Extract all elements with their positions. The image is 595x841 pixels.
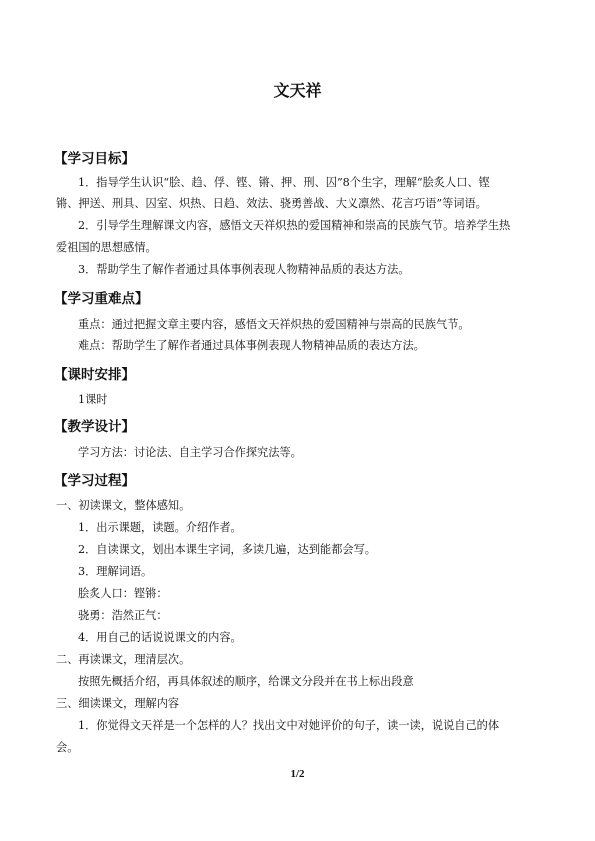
- process-line: 3．理解词语。: [78, 565, 153, 578]
- section-heading-keypoints: 【学习重难点】: [54, 291, 149, 307]
- goals-line: 锵、押送、刑具、囚室、炽热、日趋、效法、骁勇善战、大义凛然、花言巧语”等词语。: [56, 197, 487, 210]
- process-line: 骁勇：浩然正气：: [78, 609, 168, 622]
- document-title: 文天祥: [273, 81, 322, 100]
- section-heading-design: 【教学设计】: [54, 419, 135, 435]
- section-heading-schedule: 【课时安排】: [54, 367, 135, 383]
- process-line: 二、再读课文，理清层次。: [56, 653, 191, 666]
- section-heading-goals: 【学习目标】: [54, 151, 135, 167]
- goals-line: 爱祖国的思想感情。: [56, 241, 157, 254]
- process-line: 会。: [56, 741, 79, 754]
- goals-line: 2．引导学生理解课文内容，感悟文天祥炽热的爱国精神和崇高的民族气节。培养学生热: [78, 219, 511, 232]
- section-heading-process: 【学习过程】: [54, 473, 135, 489]
- page-number: 1/2: [290, 768, 305, 780]
- process-line: 1．你觉得文天祥是一个怎样的人？找出文中对她评价的句子，读一读，说说自己的体: [78, 719, 500, 732]
- process-line: 2．自读课文，划出本课生字词，多读几遍，达到能都会写。: [78, 543, 376, 556]
- keypoints-line: 难点：帮助学生了解作者通过具体事例表现人物精神品质的表达方法。: [78, 339, 425, 352]
- process-line: 一、初读课文，整体感知。: [56, 499, 191, 512]
- process-line: 三、细读课文，理解内容: [56, 697, 180, 710]
- process-line: 按照先概括介绍，再具体叙述的顺序，给课文分段并在书上标出段意: [78, 675, 414, 688]
- keypoints-line: 重点：通过把握文章主要内容，感悟文天祥炽热的爱国精神与崇高的民族气节。: [78, 318, 470, 331]
- design-line: 学习方法：讨论法、自主学习合作探究法等。: [78, 446, 302, 459]
- process-line: 1．出示课题，读题。介绍作者。: [78, 521, 242, 534]
- schedule-line: 1课时: [78, 393, 108, 406]
- process-line: 脍炙人口：铿锵：: [78, 587, 168, 600]
- goals-line: 3．帮助学生了解作者通过具体事例表现人物精神品质的表达方法。: [78, 263, 410, 276]
- goals-line: 1．指导学生认识“脍、趋、俘、铿、锵、押、刑、囚”8个生字，理解“脍炙人口、铿: [78, 176, 490, 189]
- process-line: 4．用自己的话说说课文的内容。: [78, 631, 242, 644]
